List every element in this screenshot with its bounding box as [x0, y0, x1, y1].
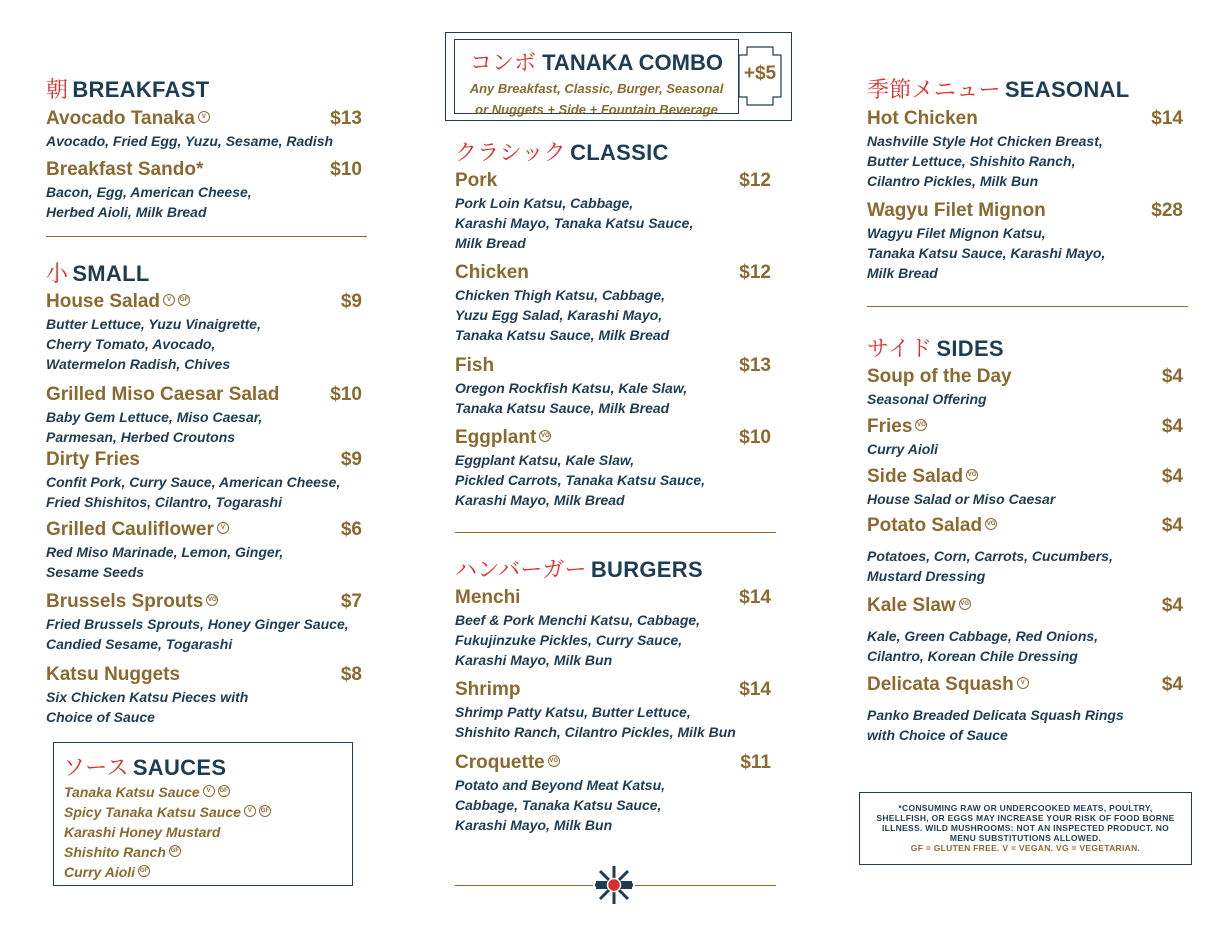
sauces-box	[53, 742, 353, 886]
item-name: Wagyu Filet Mignon	[867, 200, 1046, 221]
item-name: Brussels Sprouts VG	[46, 591, 217, 612]
item-price: $4	[1161, 595, 1183, 616]
item-price: $14	[739, 679, 771, 700]
item-description: Confit Pork, Curry Sauce, American Cheese, Fried Shishitos, Cilantro, Togarashi	[46, 474, 341, 510]
sides-heading: サイド SIDES	[867, 336, 1004, 361]
item-name: Fish	[455, 355, 495, 376]
item-price: $12	[739, 262, 771, 283]
item-description: Chicken Thigh Katsu, Cabbage, Yuzu Egg Salad, Karashi Mayo, Tanaka Katsu Sauce, Milk Bread	[455, 287, 670, 343]
menu-item	[455, 170, 771, 253]
item-description: Curry Aioli	[867, 441, 939, 457]
combo-heading: コンボ TANAKA COMBO	[469, 50, 723, 75]
item-price: $10	[330, 159, 362, 180]
sauce-item: Curry Aioli GF	[64, 864, 149, 880]
divider	[867, 306, 1188, 307]
menu-item	[455, 587, 771, 670]
tanaka-emblem-icon	[593, 864, 635, 906]
dietary-badge-icon: V	[1017, 677, 1029, 689]
menu-item	[455, 355, 771, 418]
item-price: $4	[1161, 366, 1183, 387]
dietary-badge-icon: V	[217, 522, 229, 534]
dietary-badge-icon: GF	[169, 845, 181, 857]
item-description: Seasonal Offering	[867, 391, 987, 407]
dietary-badge-icon: VG	[915, 419, 927, 431]
menu-item	[867, 200, 1183, 283]
dietary-badge-icon: VG	[966, 469, 978, 481]
item-price: $13	[739, 355, 771, 376]
divider	[455, 532, 776, 533]
item-name: Grilled Cauliflower V	[46, 519, 362, 541]
item-description: Red Miso Marinade, Lemon, Ginger, Sesame Seeds	[46, 544, 284, 580]
menu-item	[867, 108, 1183, 191]
item-name: Avocado Tanaka V	[46, 108, 362, 130]
classic-heading: クラシック CLASSIC	[455, 140, 669, 165]
dietary-badge-icon: VG	[206, 594, 218, 606]
item-price: $9	[340, 449, 362, 470]
item-name: Soup of the Day	[867, 366, 1012, 387]
item-name: Menchi	[455, 587, 521, 608]
item-price: $14	[1151, 108, 1183, 129]
sauce-item: Tanaka Katsu Sauce V GF	[64, 784, 228, 800]
menu-item	[46, 384, 362, 447]
item-name: House Salad V GF	[46, 291, 189, 312]
disclaimer-box	[859, 792, 1192, 865]
item-description: House Salad or Miso Caesar	[867, 491, 1056, 507]
item-description: Six Chicken Katsu Pieces with Choice of Sauce	[46, 689, 249, 725]
combo-price: +$5	[743, 63, 777, 84]
item-price: $12	[739, 170, 771, 191]
menu-item	[867, 515, 1183, 586]
combo-description: Any Breakfast, Classic, Burger, Seasonal or Nuggets + Side + Fountain Beverage	[469, 81, 724, 117]
dietary-badge-icon: V	[163, 294, 175, 306]
item-name: Shrimp	[455, 679, 521, 700]
item-description: Bacon, Egg, American Cheese, Herbed Aioli, Milk Bread	[46, 184, 252, 220]
menu-item	[46, 159, 362, 222]
seasonal-heading: 季節メニュー SEASONAL	[867, 77, 1130, 102]
item-name: Eggplant VG	[455, 427, 550, 448]
dietary-badge-icon: V	[244, 805, 256, 817]
item-price: $4	[1161, 515, 1183, 536]
item-price: $9	[340, 291, 362, 312]
item-name: Croquette VG	[455, 752, 559, 773]
item-description: Potato and Beyond Meat Katsu, Cabbage, Tanaka Katsu Sauce, Karashi Mayo, Milk Bun	[455, 777, 666, 833]
item-price: $6	[340, 519, 362, 540]
item-price: $8	[340, 664, 362, 685]
menu-item	[455, 427, 771, 510]
combo-box	[445, 32, 792, 121]
dietary-badge-icon: GF	[178, 294, 190, 306]
menu-item	[867, 416, 1183, 459]
item-price: $10	[739, 427, 771, 448]
menu-item	[867, 595, 1183, 666]
sauce-item: Spicy Tanaka Katsu Sauce V GF	[64, 804, 270, 820]
item-description: Nashville Style Hot Chicken Breast, Butter Lettuce, Shishito Ranch, Cilantro Pickles, Milk Bun	[867, 133, 1103, 189]
item-description: Shrimp Patty Katsu, Butter Lettuce, Shishito Ranch, Cilantro Pickles, Milk Bun	[455, 704, 736, 740]
item-description: Potatoes, Corn, Carrots, Cucumbers, Mustard Dressing	[867, 548, 1113, 584]
item-name: Katsu Nuggets	[46, 664, 181, 685]
item-price: $14	[739, 587, 771, 608]
dietary-badge-icon: GF	[259, 805, 271, 817]
menu-item	[867, 466, 1183, 509]
item-price: $28	[1151, 200, 1183, 221]
item-name: Chicken	[455, 262, 529, 283]
menu-item	[46, 291, 362, 374]
item-name: Potato Salad VG	[867, 515, 996, 536]
item-description: Eggplant Katsu, Kale Slaw, Pickled Carrots, Tanaka Katsu Sauce, Karashi Mayo, Milk Bread	[455, 452, 706, 508]
dietary-legend: GF = GLUTEN FREE. V = VEGAN. VG = VEGETARIAN.	[910, 843, 1141, 853]
menu-item	[46, 449, 362, 512]
menu-item	[867, 366, 1183, 409]
item-name: Pork	[455, 170, 498, 191]
menu-item	[455, 262, 771, 345]
item-description: Pork Loin Katsu, Cabbage, Karashi Mayo, Tanaka Katsu Sauce, Milk Bread	[455, 195, 694, 251]
item-price: $11	[740, 752, 771, 773]
item-description: Avocado, Fried Egg, Yuzu, Sesame, Radish	[46, 133, 334, 149]
dietary-badge-icon: VG	[548, 755, 560, 767]
item-description: Wagyu Filet Mignon Katsu, Tanaka Katsu Sauce, Karashi Mayo, Milk Bread	[867, 225, 1106, 281]
item-name: Side Salad VG	[867, 466, 977, 487]
disclaimer-text: *CONSUMING RAW OR UNDERCOOKED MEATS, POULTRY, SHELLFISH, OR EGGS MAY INCREASE YOUR RISK OF FOOD BORNE ILLNESS. WILD MUSHROOMS: NOT AN INSPECTED PRODUCT. NO MENU SUBSTITUTIONS ALLOWED. GF = GLUTEN FREE. V = VEGAN. VG = VEGETARIAN.	[876, 803, 1175, 853]
item-description: Kale, Green Cabbage, Red Onions, Cilantro, Korean Chile Dressing	[867, 628, 1099, 664]
menu-item	[46, 519, 362, 582]
item-name: Breakfast Sando*	[46, 159, 204, 180]
menu-item	[867, 674, 1183, 745]
breakfast-heading: 朝 BREAKFAST	[46, 77, 210, 102]
item-description: Panko Breaded Delicata Squash Rings with Choice of Sauce	[867, 707, 1124, 743]
item-price: $7	[340, 591, 362, 612]
item-description: Butter Lettuce, Yuzu Vinaigrette, Cherry Tomato, Avocado, Watermelon Radish, Chives	[46, 316, 261, 372]
item-name: Fries VG	[867, 416, 926, 437]
item-description: Oregon Rockfish Katsu, Kale Slaw, Tanaka Katsu Sauce, Milk Bread	[455, 380, 688, 416]
item-price: $4	[1161, 466, 1183, 487]
sauces-heading: ソース SAUCES	[63, 755, 227, 780]
item-name: Grilled Miso Caesar Salad	[46, 384, 280, 405]
dietary-badge-icon: VG	[539, 430, 551, 442]
item-name: Hot Chicken	[867, 108, 978, 129]
sauce-item: Karashi Honey Mustard	[64, 824, 221, 840]
item-name: Delicata Squash V	[867, 674, 1183, 696]
dietary-badge-icon: GF	[138, 865, 150, 877]
item-description: Baby Gem Lettuce, Miso Caesar, Parmesan, Herbed Croutons	[46, 409, 263, 445]
menu-item	[46, 108, 362, 151]
dietary-badge-icon: V	[203, 785, 215, 797]
menu-item	[455, 679, 771, 742]
item-price: $13	[330, 108, 362, 129]
combo-inner	[454, 39, 739, 117]
item-price: $4	[1161, 674, 1183, 695]
sauce-item: Shishito Ranch GF	[64, 844, 180, 860]
dietary-badge-icon: VG	[959, 598, 971, 610]
divider	[46, 236, 367, 237]
burgers-heading: ハンバーガー BURGERS	[455, 557, 703, 582]
item-description: Beef & Pork Menchi Katsu, Cabbage, Fukujinzuke Pickles, Curry Sauce, Karashi Mayo, Milk Bun	[455, 612, 701, 668]
item-name: Dirty Fries	[46, 449, 140, 470]
item-price: $10	[330, 384, 362, 405]
item-name: Kale Slaw VG	[867, 595, 970, 616]
item-price: $4	[1161, 416, 1183, 437]
small-heading: 小 SMALL	[46, 261, 150, 286]
dietary-badge-icon: VG	[985, 518, 997, 530]
sauce-list	[64, 782, 271, 882]
menu-item	[46, 591, 362, 654]
item-description: Fried Brussels Sprouts, Honey Ginger Sauce, Candied Sesame, Togarashi	[46, 616, 349, 652]
menu-item	[455, 752, 771, 835]
menu-item	[46, 664, 362, 727]
dietary-badge-icon: V	[198, 111, 210, 123]
dietary-badge-icon: GF	[218, 785, 230, 797]
